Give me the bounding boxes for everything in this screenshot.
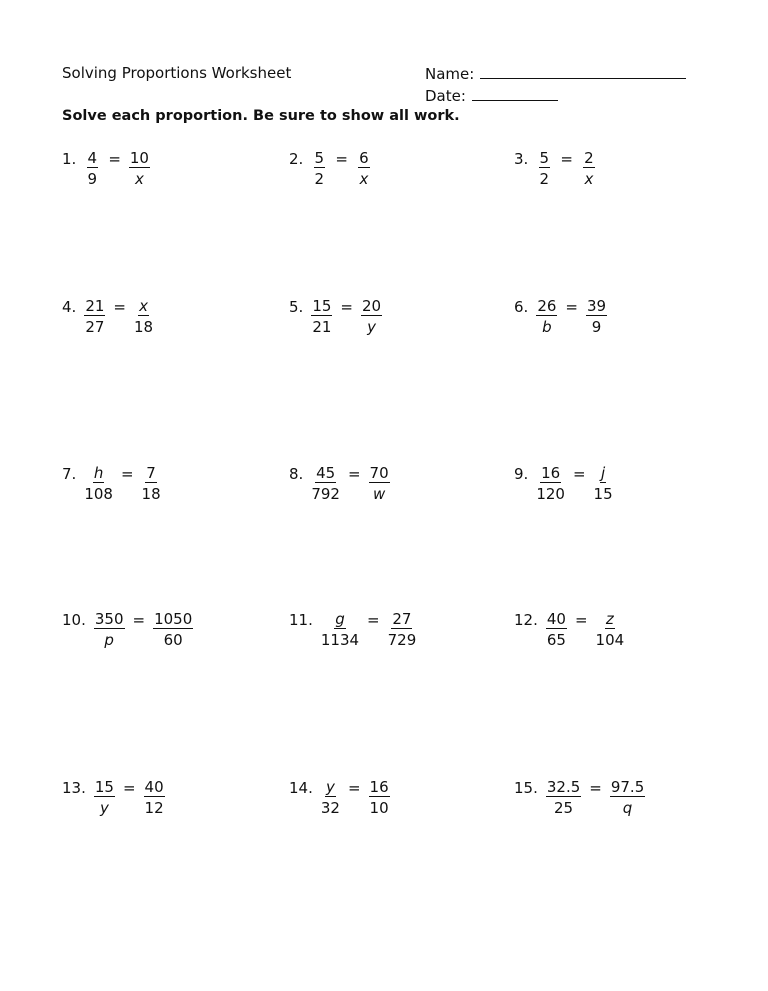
instructions: Solve each proportion. Be sure to show all work.	[62, 108, 460, 124]
equals-sign: =	[108, 150, 121, 168]
problem-number: 6.	[514, 298, 529, 316]
equals-sign: =	[572, 465, 586, 483]
numerator: 4	[87, 149, 98, 167]
left-fraction	[94, 778, 115, 819]
problem-number: 7.	[62, 465, 77, 483]
numerator: 21	[85, 297, 105, 315]
right-fraction	[586, 297, 607, 338]
numerator: h	[93, 464, 104, 482]
right-fraction	[356, 149, 372, 190]
denominator: 60	[163, 631, 183, 649]
numerator: 45	[316, 464, 336, 482]
problem-4	[62, 297, 153, 338]
denominator: 25	[554, 799, 574, 817]
problem-number: 15.	[514, 779, 538, 797]
problem-number: 12.	[514, 611, 538, 629]
left-fraction	[536, 297, 557, 338]
problem-13	[62, 778, 165, 819]
numerator: 16	[369, 778, 389, 796]
numerator: y	[325, 778, 335, 796]
name-field[interactable]	[425, 64, 686, 83]
equals-sign: =	[132, 611, 146, 629]
equals-sign: =	[122, 779, 136, 797]
numerator: 6	[359, 149, 369, 167]
right-fraction	[596, 610, 625, 651]
numerator: 32.5	[546, 778, 581, 796]
date-blank[interactable]	[472, 86, 558, 101]
right-fraction	[129, 149, 150, 190]
right-fraction	[361, 297, 382, 338]
equals-sign: =	[589, 779, 602, 797]
numerator: z	[605, 610, 614, 628]
problem-14	[289, 778, 390, 819]
denominator: y	[367, 318, 376, 336]
name-blank[interactable]	[480, 64, 686, 79]
denominator: 729	[387, 631, 417, 649]
equals-sign: =	[113, 298, 126, 316]
denominator: 9	[591, 318, 602, 336]
denominator: x	[134, 170, 144, 188]
problem-6	[514, 297, 607, 338]
numerator: 40	[144, 778, 164, 796]
right-fraction	[581, 149, 597, 190]
equals-sign: =	[574, 611, 588, 629]
problem-number: 13.	[62, 779, 86, 797]
denominator: 2	[539, 170, 550, 188]
numerator: 27	[392, 610, 412, 628]
left-fraction	[84, 297, 105, 338]
numerator: 350	[94, 610, 124, 628]
problem-number: 9.	[514, 465, 529, 483]
problem-1	[62, 149, 150, 190]
left-fraction	[94, 610, 125, 651]
equals-sign: =	[340, 298, 353, 316]
problem-number: 11.	[289, 611, 313, 629]
problem-number: 10.	[62, 611, 86, 629]
right-fraction	[134, 297, 153, 338]
denominator: 18	[141, 485, 161, 503]
problem-number: 8.	[289, 465, 304, 483]
right-fraction	[153, 610, 193, 651]
denominator: 792	[311, 485, 340, 503]
denominator: 104	[595, 631, 625, 649]
problem-number: 4.	[62, 298, 77, 316]
denominator: y	[99, 799, 109, 817]
denominator: w	[372, 485, 386, 503]
denominator: 2	[314, 170, 325, 188]
problem-3	[514, 149, 597, 190]
numerator: 15	[94, 778, 114, 796]
numerator: x	[139, 297, 148, 315]
equals-sign: =	[565, 298, 578, 316]
numerator: 97.5	[610, 778, 645, 796]
right-fraction	[388, 610, 417, 651]
problem-2	[289, 149, 372, 190]
problem-number: 14.	[289, 779, 313, 797]
numerator: 2	[584, 149, 594, 167]
numerator: 15	[312, 297, 332, 315]
equals-sign: =	[335, 150, 348, 168]
numerator: 39	[586, 297, 607, 315]
numerator: 1050	[154, 610, 193, 628]
denominator: x	[584, 170, 594, 188]
denominator: 15	[593, 485, 613, 503]
numerator: j	[600, 464, 606, 482]
problem-9	[514, 464, 613, 505]
equals-sign: =	[560, 150, 573, 168]
numerator: 7	[146, 464, 156, 482]
date-field[interactable]	[425, 86, 558, 105]
denominator: 9	[87, 170, 98, 188]
right-fraction	[142, 464, 161, 505]
denominator: q	[622, 799, 633, 817]
denominator: 32	[320, 799, 340, 817]
left-fraction	[321, 778, 340, 819]
denominator: x	[359, 170, 369, 188]
numerator: 40	[546, 610, 566, 628]
denominator: 120	[536, 485, 565, 503]
right-fraction	[369, 464, 390, 505]
numerator: 26	[537, 297, 557, 315]
right-fraction	[594, 464, 613, 505]
problem-number: 3.	[514, 150, 529, 168]
left-fraction	[536, 149, 552, 190]
worksheet-title: Solving Proportions Worksheet	[62, 64, 292, 82]
problem-5	[289, 297, 382, 338]
problem-15	[514, 778, 645, 819]
left-fraction	[311, 464, 340, 505]
problem-10	[62, 610, 193, 651]
left-fraction	[84, 149, 100, 190]
denominator: 1134	[320, 631, 360, 649]
denominator: 12	[144, 799, 164, 817]
numerator: g	[335, 610, 345, 628]
numerator: 20	[361, 297, 382, 315]
denominator: 10	[369, 799, 389, 817]
problem-number: 1.	[62, 150, 77, 168]
problem-number: 2.	[289, 150, 304, 168]
name-label: Name:	[425, 65, 475, 83]
denominator: b	[542, 318, 552, 336]
denominator: 18	[133, 318, 154, 336]
denominator: 27	[85, 318, 105, 336]
problem-12	[514, 610, 624, 651]
equals-sign: =	[367, 611, 380, 629]
left-fraction	[536, 464, 565, 505]
right-fraction	[369, 778, 390, 819]
numerator: 10	[129, 149, 149, 167]
equals-sign: =	[347, 779, 361, 797]
right-fraction	[610, 778, 645, 819]
numerator: 16	[541, 464, 561, 482]
left-fraction	[546, 610, 567, 651]
numerator: 5	[314, 149, 325, 167]
problem-number: 5.	[289, 298, 304, 316]
equals-sign: =	[120, 465, 134, 483]
left-fraction	[311, 297, 332, 338]
left-fraction	[84, 464, 113, 505]
problem-7	[62, 464, 161, 505]
denominator: 108	[84, 485, 113, 503]
equals-sign: =	[347, 465, 361, 483]
date-label: Date:	[425, 87, 466, 105]
left-fraction	[311, 149, 327, 190]
problem-11	[289, 610, 416, 651]
right-fraction	[144, 778, 165, 819]
denominator: 21	[312, 318, 332, 336]
denominator: 65	[546, 631, 566, 649]
left-fraction	[546, 778, 581, 819]
numerator: 5	[539, 149, 550, 167]
problem-8	[289, 464, 390, 505]
numerator: 70	[369, 464, 389, 482]
left-fraction	[321, 610, 359, 651]
denominator: p	[104, 631, 114, 649]
